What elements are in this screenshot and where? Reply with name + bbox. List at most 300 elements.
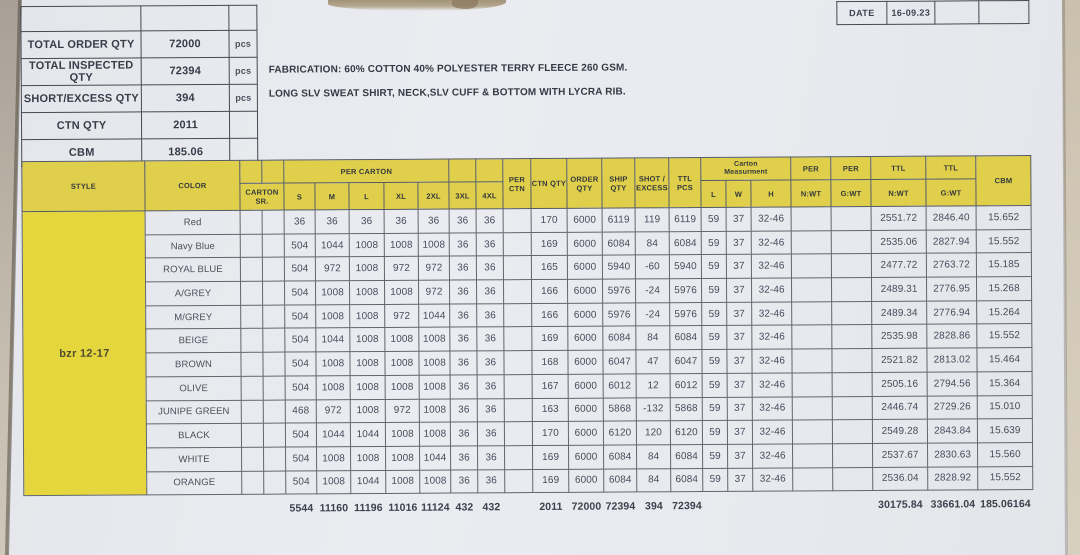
cell-per-nwt [792, 420, 832, 444]
cell-order-qty: 6000 [568, 350, 603, 374]
cell-shot-excess: 12 [636, 374, 670, 398]
carton-sr-cell [242, 471, 264, 495]
size-qty-cell-s: 504 [285, 281, 316, 305]
date-box [836, 0, 1029, 25]
header-cbm: CBM [976, 155, 1031, 205]
cell-ship-qty: 6047 [603, 350, 636, 374]
cell-h: 32-46 [753, 468, 793, 492]
size-qty-cell-xl: 1008 [385, 280, 419, 304]
summary-unit: pcs [229, 30, 257, 57]
packing-table-body [22, 205, 1033, 523]
size-qty-cell-xl: 972 [385, 399, 419, 423]
size-qty-cell-l: 1008 [350, 399, 385, 423]
summary-value: 2011 [141, 111, 229, 139]
size-qty-cell-l: 1008 [351, 446, 386, 470]
cell-ttl-gwt: 2830.63 [928, 443, 978, 467]
cell-ship-qty: 6084 [604, 445, 637, 469]
cell-ttl-pcs: 5940 [669, 255, 701, 279]
header-per-ctn: PER CTN [503, 159, 531, 209]
cell-ttl-pcs: 5868 [670, 397, 702, 421]
header-size-2xl: 2XL [418, 182, 449, 209]
cell-per-gwt [832, 349, 872, 373]
cell-h: 32-46 [752, 302, 792, 326]
color-cell: A/GREY [146, 281, 241, 305]
cell-shot-excess: 84 [635, 231, 669, 255]
cell-ship-qty: 5976 [603, 279, 636, 303]
cell-w: 37 [727, 373, 752, 397]
size-qty-cell-4xl: 36 [476, 232, 503, 256]
date-empty-cell [979, 1, 1029, 24]
summary-unit: pcs [229, 84, 257, 111]
totals-ttl-pcs: 72394 [672, 499, 702, 512]
cell-per-ctn [504, 398, 532, 422]
cell-ctn-qty: 166 [532, 303, 568, 327]
cell-per-ctn [504, 422, 532, 446]
summary-row [21, 57, 257, 85]
summary-label: TOTAL ORDER QTY [21, 31, 141, 59]
cell-l: 59 [703, 444, 728, 468]
cell-ttl-nwt: 2505.16 [872, 372, 927, 396]
size-qty-cell-s: 504 [285, 376, 316, 400]
header-empty [476, 159, 503, 182]
header-shot-excess: SHOT / EXCESS [635, 158, 669, 208]
size-qty-cell-m: 1008 [316, 304, 350, 328]
carton-sr-cell [263, 305, 285, 329]
totals-ttl-nwt: 30175.84 [878, 498, 923, 511]
size-qty-cell-l: 1044 [351, 470, 386, 494]
cell-w: 37 [727, 278, 752, 302]
cell-cbm: 15.552 [977, 324, 1032, 348]
color-cell: Navy Blue [145, 234, 240, 258]
cell-ctn-qty: 165 [531, 256, 567, 280]
cell-ship-qty: 5868 [603, 397, 636, 421]
cell-ship-qty: 5940 [602, 255, 635, 279]
size-qty-cell-4xl: 36 [477, 280, 504, 304]
header-ship-qty: SHIP QTY [602, 158, 635, 208]
carton-sr-cell [263, 423, 285, 447]
color-cell: WHITE [147, 447, 242, 471]
size-qty-cell-m: 1044 [316, 423, 350, 447]
size-qty-cell-l: 1008 [350, 328, 385, 352]
cell-ttl-pcs: 6047 [670, 350, 702, 374]
cell-order-qty: 6000 [569, 469, 604, 493]
totals-ctn-qty: 2011 [539, 500, 563, 513]
carton-sr-cell [263, 352, 285, 376]
cell-shot-excess: -60 [635, 255, 669, 279]
size-qty-cell-xl: 1008 [385, 375, 419, 399]
totals-shot-excess: 394 [644, 500, 663, 513]
cell-ttl-nwt: 2489.34 [872, 301, 927, 325]
header-empty [262, 160, 284, 183]
carton-sr-cell [263, 376, 285, 400]
totals-cbm: 185.06164 [980, 497, 1031, 511]
cell-ctn-qty: 169 [532, 327, 568, 351]
size-qty-cell-3xl: 36 [450, 304, 477, 328]
size-qty-cell-3xl: 36 [449, 233, 476, 257]
totals-style-cell [24, 495, 147, 523]
cell-ctn-qty: 168 [532, 350, 568, 374]
cell-h: 32-46 [752, 420, 792, 444]
cell-cbm: 15.552 [976, 229, 1031, 253]
cell-per-nwt [791, 254, 831, 278]
cell-ttl-pcs: 6084 [671, 444, 703, 468]
cell-ttl-nwt: 2549.28 [872, 419, 927, 443]
summary-label: CTN QTY [21, 112, 141, 140]
header-per-gwt: G:WT [831, 179, 871, 206]
cell-shot-excess: 84 [637, 468, 671, 492]
header-color: COLOR [145, 160, 240, 211]
size-qty-cell-xl: 1008 [385, 351, 419, 375]
size-qty-cell-2xl: 1008 [419, 422, 450, 446]
size-qty-cell-xl: 1008 [386, 446, 420, 470]
header-ctn-qty: CTN QTY [531, 158, 567, 208]
totals-ship-qty: 72394 [605, 500, 636, 513]
header-dim-w: W [726, 180, 751, 207]
summary-label: TOTAL INSPECTED QTY [21, 58, 141, 86]
cell-ttl-pcs: 6084 [671, 468, 703, 492]
cell-per-nwt [793, 444, 833, 468]
cell-shot-excess: -24 [636, 302, 670, 326]
size-qty-cell-3xl: 36 [450, 280, 477, 304]
size-qty-cell-xl: 36 [384, 209, 418, 233]
totals-per-gwt [833, 491, 873, 519]
cell-l: 59 [702, 373, 727, 397]
header-ttl-pcs: TTL PCS [669, 158, 701, 208]
cell-ctn-qty: 166 [532, 279, 568, 303]
cell-ttl-gwt: 2794.56 [927, 372, 977, 396]
size-qty-cell-4xl: 36 [477, 351, 504, 375]
cell-order-qty: 6000 [568, 279, 603, 303]
cell-per-nwt [792, 325, 832, 349]
cell-per-ctn [503, 256, 531, 280]
summary-label: CBM [22, 139, 142, 167]
summary-row [21, 84, 257, 112]
carton-sr-cell [263, 281, 285, 305]
carton-sr-cell [241, 281, 263, 305]
size-qty-cell-m: 972 [315, 257, 349, 281]
cell-ttl-nwt: 2535.06 [871, 230, 926, 254]
totals-row [24, 490, 1033, 524]
carton-sr-cell [262, 234, 284, 258]
cell-w: 37 [726, 255, 751, 279]
cell-per-gwt [833, 467, 873, 491]
totals-size-xl: 11016 [388, 501, 418, 514]
size-qty-cell-l: 36 [349, 209, 384, 233]
cell-h: 32-46 [751, 231, 791, 255]
size-qty-cell-m: 1008 [316, 375, 350, 399]
carton-sr-cell [263, 400, 285, 424]
header-size-xl: XL [384, 182, 418, 209]
size-qty-cell-s: 504 [285, 352, 316, 376]
cell-ttl-gwt: 2827.94 [926, 230, 976, 254]
cell-l: 59 [701, 255, 726, 279]
cell-ttl-pcs: 6119 [669, 208, 701, 232]
cell-w: 37 [726, 207, 751, 231]
packing-table [21, 155, 1033, 523]
cell-h: 32-46 [752, 396, 792, 420]
style-cell: bzr 12-17 [22, 211, 147, 496]
size-qty-cell-4xl: 36 [477, 422, 504, 446]
cell-per-ctn [504, 303, 532, 327]
cell-shot-excess: 84 [636, 326, 670, 350]
cell-ttl-nwt: 2537.67 [873, 443, 928, 467]
cell-order-qty: 6000 [567, 232, 602, 256]
cell-cbm: 15.652 [976, 205, 1031, 229]
header-dim-l: L [701, 180, 726, 207]
cell-ctn-qty: 169 [531, 232, 567, 256]
color-cell: JUNIPE GREEN [146, 400, 241, 424]
size-qty-cell-2xl: 1008 [419, 399, 450, 423]
size-qty-cell-l: 1008 [350, 375, 385, 399]
carton-sr-cell [241, 400, 263, 424]
size-qty-cell-4xl: 36 [477, 398, 504, 422]
cell-h: 32-46 [752, 278, 792, 302]
header-per-nwt: N:WT [791, 180, 831, 207]
cell-order-qty: 6000 [568, 327, 603, 351]
cell-w: 37 [727, 349, 752, 373]
size-qty-cell-l: 1008 [349, 233, 384, 257]
carton-sr-cell [241, 352, 263, 376]
cell-order-qty: 6000 [568, 303, 603, 327]
cell-order-qty: 6000 [568, 398, 603, 422]
totals-per-nwt [793, 491, 833, 519]
cell-per-gwt [831, 254, 871, 278]
size-qty-cell-2xl: 1008 [419, 327, 450, 351]
size-qty-cell-xl: 1008 [384, 233, 418, 257]
cell-ttl-nwt: 2446.74 [872, 396, 927, 420]
cell-per-ctn [504, 351, 532, 375]
size-qty-cell-3xl: 36 [449, 256, 476, 280]
cell-ttl-nwt: 2521.82 [872, 348, 927, 372]
totals-per-ctn [505, 493, 533, 521]
cell-per-nwt [792, 301, 832, 325]
cell-per-ctn [503, 209, 531, 233]
cell-ctn-qty: 169 [533, 445, 569, 469]
color-cell: BROWN [146, 352, 241, 376]
cell-ttl-gwt: 2813.02 [927, 348, 977, 372]
size-qty-cell-4xl: 36 [476, 209, 503, 233]
header-empty [449, 159, 476, 182]
size-qty-cell-m: 972 [316, 399, 350, 423]
size-qty-cell-m: 1044 [316, 328, 350, 352]
cell-l: 59 [703, 468, 728, 492]
cell-w: 37 [727, 302, 752, 326]
cell-shot-excess: -24 [636, 279, 670, 303]
color-cell: ORANGE [147, 471, 242, 495]
carton-sr-cell [240, 210, 262, 234]
summary-unit [229, 111, 257, 138]
cell-per-gwt [832, 396, 872, 420]
cell-ttl-gwt: 2828.92 [928, 466, 978, 490]
size-qty-cell-s: 504 [285, 305, 316, 329]
note-fabrication: FABRICATION: 60% COTTON 40% POLYESTER TERRY FLEECE 260 GSM. [268, 62, 628, 76]
cell-ttl-nwt: 2489.31 [872, 277, 927, 301]
cell-h: 32-46 [752, 325, 792, 349]
summary-value: 72394 [141, 57, 229, 85]
cell-shot-excess: -132 [636, 397, 670, 421]
header-size-s: S [284, 183, 315, 210]
carton-sr-cell [264, 447, 286, 471]
cell-ttl-gwt: 2843.84 [927, 419, 977, 443]
cell-cbm: 15.464 [977, 348, 1032, 372]
carton-sr-cell [241, 423, 263, 447]
cell-ttl-pcs: 5976 [670, 302, 702, 326]
size-qty-cell-xl: 1008 [385, 328, 419, 352]
carton-sr-cell [241, 305, 263, 329]
cell-per-ctn [505, 469, 533, 493]
cell-per-gwt [832, 372, 872, 396]
cell-ttl-gwt: 2828.86 [927, 324, 977, 348]
size-qty-cell-s: 36 [284, 210, 315, 234]
size-qty-cell-m: 1044 [315, 233, 349, 257]
size-qty-cell-2xl: 1044 [420, 446, 451, 470]
size-qty-cell-s: 504 [286, 447, 317, 471]
cell-per-gwt [833, 443, 873, 467]
cell-ship-qty: 6084 [604, 468, 637, 492]
cell-per-nwt [791, 207, 831, 231]
header-ttl-gwt-top: TTL [926, 156, 976, 179]
carton-sr-cell [241, 376, 263, 400]
cell-l: 59 [701, 207, 726, 231]
color-cell: Red [145, 210, 240, 234]
totals-color-cell [147, 495, 242, 523]
size-qty-cell-s: 504 [285, 328, 316, 352]
summary-row [21, 111, 257, 139]
header-order-qty: ORDER QTY [567, 158, 602, 208]
size-qty-cell-3xl: 36 [451, 469, 478, 493]
cell-cbm: 15.264 [977, 300, 1032, 324]
header-carton-measurement: Carton Measurment [701, 157, 791, 181]
cell-ttl-gwt: 2776.94 [927, 301, 977, 325]
totals-l [703, 492, 728, 520]
size-qty-cell-4xl: 36 [478, 446, 505, 470]
cell-ttl-nwt: 2536.04 [873, 467, 928, 491]
totals-size-s: 5544 [289, 502, 314, 515]
cell-shot-excess: 84 [637, 445, 671, 469]
cell-ship-qty: 6084 [602, 232, 635, 256]
cell-cbm: 15.185 [976, 253, 1031, 277]
size-qty-cell-m: 36 [315, 210, 349, 234]
cell-ctn-qty: 170 [531, 208, 567, 232]
size-qty-cell-xl: 972 [385, 304, 419, 328]
cell-h: 32-46 [751, 254, 791, 278]
size-qty-cell-4xl: 36 [476, 256, 503, 280]
cell-per-gwt [831, 206, 871, 230]
cell-ttl-gwt: 2776.95 [927, 277, 977, 301]
totals-size-2xl: 11124 [421, 501, 450, 514]
totals-size-3xl: 432 [455, 501, 474, 514]
cell-order-qty: 6000 [568, 421, 603, 445]
cell-ship-qty: 6012 [603, 374, 636, 398]
cell-order-qty: 6000 [567, 255, 602, 279]
carton-sr-cell [264, 471, 286, 495]
date-empty-cell [935, 1, 979, 24]
size-qty-cell-4xl: 36 [477, 327, 504, 351]
size-qty-cell-l: 1008 [350, 304, 385, 328]
cell-l: 59 [702, 397, 727, 421]
carton-sr-cell [240, 234, 262, 258]
cell-h: 32-46 [753, 444, 793, 468]
cell-shot-excess: 119 [635, 208, 669, 232]
cell-per-nwt [792, 396, 832, 420]
cell-w: 37 [727, 326, 752, 350]
size-qty-cell-s: 504 [284, 234, 315, 258]
header-style: STYLE [22, 161, 145, 212]
totals-order-qty: 72000 [571, 500, 602, 513]
cell-ship-qty: 5976 [603, 303, 636, 327]
header-per-nwt-top: PER [791, 157, 831, 180]
totals-size-m: 11160 [319, 501, 349, 515]
cell-ship-qty: 6120 [603, 421, 636, 445]
cell-ttl-gwt: 2763.72 [926, 253, 976, 277]
header-size-m: M [315, 183, 349, 210]
cell-w: 37 [726, 231, 751, 255]
cell-cbm: 15.010 [977, 395, 1032, 419]
table-cell [141, 5, 229, 31]
totals-carton-sr-cell [264, 494, 286, 522]
note-garment-description: LONG SLV SWEAT SHIRT, NECK,SLV CUFF & BOTTOM WITH LYCRA RIB. [268, 86, 626, 100]
size-qty-cell-4xl: 36 [477, 375, 504, 399]
size-qty-cell-m: 1008 [317, 470, 351, 494]
header-ttl-nwt: N:WT [871, 179, 926, 206]
cell-per-gwt [831, 230, 871, 254]
color-cell: M/GREY [146, 305, 241, 329]
cell-ship-qty: 6119 [602, 208, 635, 232]
size-qty-cell-s: 504 [285, 423, 316, 447]
cell-per-ctn [504, 280, 532, 304]
cell-l: 59 [701, 231, 726, 255]
size-qty-cell-l: 1008 [349, 257, 384, 281]
size-qty-cell-2xl: 1008 [419, 351, 450, 375]
cell-l: 59 [702, 326, 727, 350]
size-qty-cell-s: 468 [285, 399, 316, 423]
size-qty-cell-2xl: 1044 [419, 304, 450, 328]
cell-ttl-pcs: 6084 [670, 326, 702, 350]
cell-ttl-pcs: 6012 [670, 373, 702, 397]
cell-w: 37 [728, 468, 753, 492]
table-cell [21, 6, 141, 32]
cell-h: 32-46 [752, 349, 792, 373]
cell-ttl-gwt: 2846.40 [926, 206, 976, 230]
summary-table-body [21, 5, 258, 166]
cell-cbm: 15.560 [978, 442, 1033, 466]
color-cell: BEIGE [146, 329, 241, 353]
header-dim-h: H [751, 180, 791, 207]
cell-ctn-qty: 169 [533, 469, 569, 493]
cell-ttl-gwt: 2729.26 [927, 395, 977, 419]
totals-size-4xl: 432 [482, 500, 501, 514]
header-size-3xl: 3XL [449, 182, 476, 209]
header-size-4xl: 4XL [476, 182, 503, 209]
cell-per-gwt [832, 420, 872, 444]
cell-w: 37 [728, 444, 753, 468]
carton-sr-cell [263, 328, 285, 352]
totals-size-l: 11196 [354, 501, 383, 514]
totals-ttl-gwt: 33661.04 [930, 498, 976, 511]
cell-ttl-nwt: 2477.72 [871, 254, 926, 278]
cell-per-gwt [832, 278, 872, 302]
cell-ttl-pcs: 6120 [670, 421, 702, 445]
cell-per-ctn [503, 232, 531, 256]
size-qty-cell-2xl: 1008 [418, 233, 449, 257]
size-qty-cell-2xl: 1008 [419, 375, 450, 399]
cell-per-nwt [792, 373, 832, 397]
carton-sr-cell [240, 258, 262, 282]
totals-w [728, 491, 753, 519]
totals-carton-sr-cell [242, 494, 264, 522]
header-size-l: L [349, 182, 384, 209]
size-qty-cell-2xl: 972 [418, 256, 449, 280]
